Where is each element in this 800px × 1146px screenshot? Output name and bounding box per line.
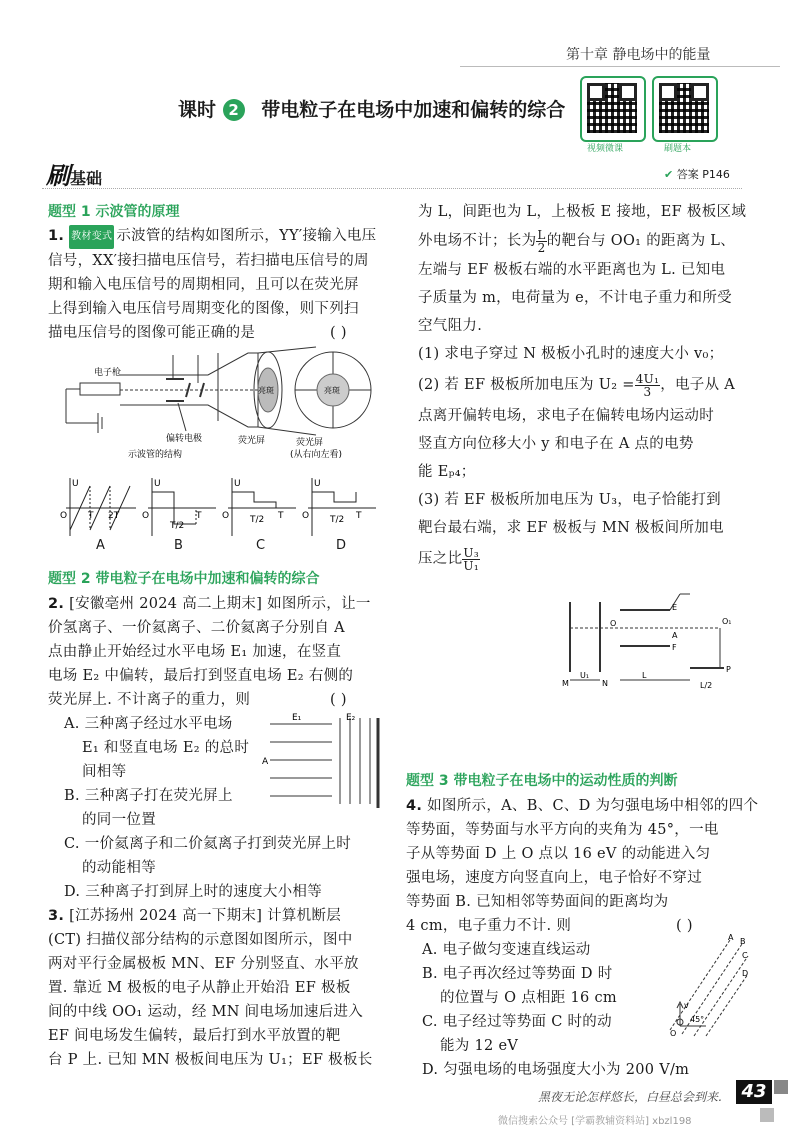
- q4-fig-v: v: [684, 1001, 689, 1010]
- q3-line-1: [48, 904, 388, 928]
- page-corner-blocks-2: [760, 1108, 774, 1122]
- q4-option-b-2: 的位置与 O 点相距 16 cm: [440, 990, 617, 1006]
- header-rule: [460, 66, 780, 67]
- svg-text:2T: 2T: [108, 511, 120, 521]
- q2-line-1: [48, 592, 388, 616]
- fig-label-screen: 荧光屏: [238, 436, 266, 446]
- q3-right-2b: 的靶台与 OO₁ 的距离为 L、: [546, 233, 736, 249]
- q1-bracket: ( ): [330, 325, 347, 341]
- q4-line-5: 等势面 B. 已知相邻等势面间的距离均为: [406, 894, 669, 910]
- q4-text-1: 如图所示，A、B、C、D 为匀强电场中相邻的四个: [427, 798, 759, 814]
- q3-right-5: 空气阻力.: [418, 318, 483, 334]
- q2-line-4: 电场 E₂ 中偏转，最后打到竖直电场 E₂ 右侧的: [48, 668, 354, 684]
- q3-fig-n: N: [602, 679, 608, 688]
- svg-text:T: T: [88, 511, 94, 521]
- q3-fig-o: O: [610, 619, 617, 628]
- svg-text:U: U: [154, 479, 161, 489]
- q2-option-b-1[interactable]: B. 三种离子打在荧光屏上: [64, 788, 233, 804]
- type1-heading: 题型 1 示波管的原理: [48, 204, 180, 220]
- frac-4u1-over-3: $\frac{\text{4U₁}}{3}$: [635, 371, 660, 399]
- q2-fig-a: A: [262, 757, 269, 767]
- q1-tag: 教材变式: [69, 225, 114, 249]
- question-3-right: [418, 198, 758, 576]
- q1-text-1: 示波管的结构如图所示，YY′接输入电压: [116, 228, 377, 244]
- q1-option-c[interactable]: C: [256, 538, 266, 553]
- q3-fig-m: M: [562, 679, 569, 688]
- q2-text-5: 荧光屏上. 不计离子的重力，则: [48, 692, 251, 708]
- question-1: [48, 224, 388, 345]
- svg-text:T: T: [356, 511, 362, 521]
- q4-line-2: 等势面，等势面与水平方向的夹角为 45°，一电: [406, 822, 719, 838]
- q2-option-d[interactable]: D. 三种离子打到屏上时的速度大小相等: [64, 884, 323, 900]
- q4-fig-angle: 45°: [690, 1015, 705, 1024]
- svg-text:O: O: [222, 511, 230, 521]
- fig-label-screen2: 荧光屏: [296, 438, 324, 448]
- q4-option-c-1[interactable]: C. 电子经过等势面 C 时的动: [422, 1014, 612, 1030]
- q3-line-2: (CT) 扫描仪部分结构的示意图如图所示，图中: [48, 932, 353, 948]
- q3-right-13: [418, 542, 758, 576]
- q2-fig-e1: E₁: [292, 713, 302, 723]
- q2-option-c-2: 的动能相等: [82, 860, 156, 876]
- q3-right-2a: 外电场不计；长为: [418, 233, 537, 249]
- q3-fig-l: L: [642, 671, 647, 680]
- q3-number: 3.: [48, 908, 65, 924]
- q4-option-d[interactable]: D. 匀强电场的电场强度大小为 200 V/m: [422, 1062, 690, 1078]
- q3-right-7b: ，电子从 A: [660, 377, 736, 393]
- qr-label-video: 视频微课: [587, 144, 624, 154]
- svg-text:T/2: T/2: [250, 515, 265, 525]
- section-title-small: 基础: [70, 169, 103, 188]
- fig-label-gun: 电子枪: [94, 368, 122, 378]
- q1-line-1: [48, 224, 388, 249]
- electron-gun: [80, 383, 120, 395]
- page-corner-blocks: [774, 1080, 788, 1094]
- q4-option-c-2: 能为 12 eV: [440, 1038, 519, 1054]
- q3-right-4: 子质量为 m，电荷量为 e，不计电子重力和所受: [418, 290, 732, 306]
- q3-right-9: 竖直方向位移大小 y 和电子在 A 点的电势: [418, 436, 694, 452]
- q2-field-figure: [262, 712, 388, 812]
- q2-option-b-2: 的同一位置: [82, 812, 156, 828]
- q3-right-7: [418, 368, 758, 402]
- q4-line-1: [406, 794, 759, 818]
- svg-text:O: O: [60, 511, 68, 521]
- q2-option-a-3: 间相等: [82, 764, 127, 780]
- q4-fig-c: C: [742, 951, 748, 960]
- fig-label-spot2: 亮斑: [324, 386, 340, 395]
- section-heading: [46, 156, 102, 191]
- question-3-left: [48, 904, 388, 1072]
- q2-option-c-1[interactable]: C. 一价氦离子和二价氦离子打到荧光屏上时: [64, 836, 352, 852]
- lesson-number-badge: 2: [223, 99, 245, 121]
- q4-equipotential-figure: [660, 930, 750, 1040]
- q3-fig-f: F: [672, 643, 677, 652]
- q1-option-b[interactable]: B: [174, 538, 183, 553]
- chapter-title: 第十章 静电场中的能量: [566, 47, 711, 63]
- svg-text:O: O: [142, 511, 150, 521]
- q3-line-3: 两对平行金属极板 MN、EF 分别竖直、水平放: [48, 956, 359, 972]
- q3-fig-e: E: [672, 603, 678, 612]
- q4-bracket: ( ): [676, 918, 693, 934]
- q3-right-11: (3) 若 EF 极板所加电压为 U₃，电子恰能打到: [418, 492, 721, 508]
- footer-watermark: 微信搜索公众号 [学霸教辅资料站] xbzl198: [498, 1116, 692, 1127]
- fig-label-struct: 示波管的结构: [128, 450, 183, 460]
- qr-code-video[interactable]: [580, 76, 646, 142]
- answer-ref-text: 答案 P146: [676, 168, 730, 181]
- fig-label-spot: 亮斑: [258, 386, 274, 395]
- type2-heading: 题型 2 带电粒子在电场中加速和偏转的综合: [48, 571, 320, 587]
- svg-text:T: T: [196, 511, 202, 521]
- q1-oscilloscope-figure: [58, 345, 388, 465]
- q4-option-b-1[interactable]: B. 电子再次经过等势面 D 时: [422, 966, 613, 982]
- q3-line-4: 置. 靠近 M 极板的电子从静止开始沿 EF 极板: [48, 980, 351, 996]
- page-number: 43: [736, 1080, 772, 1104]
- q2-text-1: [安徽亳州 2024 高二上期末] 如图所示，让一: [69, 596, 371, 612]
- q3-right-2: [418, 226, 758, 256]
- type3-heading: 题型 3 带电粒子在电场中的运动性质的判断: [406, 773, 678, 789]
- q1-number: 1.: [48, 228, 65, 244]
- q3-fig-l2: L/2: [700, 681, 713, 690]
- q1-line-3: 期和输入电压信号的周期相同，且可以在荧光屏: [48, 277, 359, 293]
- frac-l-over-2: $\frac{L}{2}$: [537, 227, 546, 255]
- q3-ct-figure: [560, 592, 740, 692]
- q2-number: 2.: [48, 596, 65, 612]
- lesson-prefix: 课时: [178, 99, 217, 121]
- answer-ref: [664, 166, 730, 182]
- q3-right-12: 靶台最右端，求 EF 极板与 MN 极板间所加电: [418, 520, 724, 536]
- q3-line-6: EF 间电场发生偏转，最后打到水平放置的靶: [48, 1028, 341, 1044]
- q2-fig-e2: E₂: [346, 713, 356, 723]
- q3-line-5: 间的中线 OO₁ 运动，经 MN 间电场加速后进入: [48, 1004, 364, 1020]
- footer-motto: 黑夜无论怎样悠长，白昼总会到来.: [538, 1090, 722, 1104]
- qr-label-practice: 刷题本: [664, 144, 692, 154]
- fig-label-plates: 偏转电极: [166, 434, 203, 444]
- q2-line-3: 点由静止开始经过水平电场 E₁ 加速，在竖直: [48, 644, 342, 660]
- q1-text-5: 描电压信号的图像可能正确的是: [48, 325, 256, 341]
- q2-option-a-1[interactable]: A. 三种离子经过水平电场: [64, 716, 233, 732]
- qr-code-practice[interactable]: [652, 76, 718, 142]
- q1-line-2: 信号，XX′接扫描电压信号，若扫描电压信号的周: [48, 253, 369, 269]
- q4-number: 4.: [406, 798, 423, 814]
- frac-u3-over-u1: $\frac{\text{U₃}}{\text{U₁}}$: [463, 545, 479, 573]
- q4-fig-b: B: [740, 937, 746, 946]
- q3-right-7a: (2) 若 EF 极板所加电压为 U₂ =: [418, 377, 635, 393]
- q3-fig-o1: O₁: [722, 617, 732, 626]
- question-2: [48, 592, 388, 712]
- section-rule: [42, 188, 742, 189]
- q3-fig-a: A: [672, 631, 678, 640]
- check-icon: ✔: [664, 168, 674, 181]
- q4-line-4: 强电场，速度方向竖直向上，电子恰好不穿过: [406, 870, 702, 886]
- q2-line-2: 价氢离子、一价氦离子、二价氦离子分别自 A: [48, 620, 345, 636]
- q4-line-3: 子从等势面 D 上 O 点以 16 eV 的动能进入匀: [406, 846, 711, 862]
- lesson-title: 带电粒子在电场中加速和偏转的综合: [261, 99, 566, 121]
- q3-right-10: 能 Eₚ₄；: [418, 464, 476, 480]
- q3-right-8: 点离开偏转电场，求电子在偏转电场内运动时: [418, 408, 714, 424]
- fig-label-view: (从右向左看): [290, 450, 343, 460]
- svg-text:O: O: [302, 511, 310, 521]
- q2-line-5: [48, 688, 388, 712]
- q2-option-a-2: E₁ 和竖直电场 E₂ 的总时: [82, 740, 250, 756]
- q3-text-1: [江苏扬州 2024 高一下期末] 计算机断层: [69, 908, 342, 924]
- lesson-heading: [178, 95, 565, 122]
- q3-right-3: 左端与 EF 极板右端的水平距离也为 L. 已知电: [418, 262, 726, 278]
- svg-text:T/2: T/2: [330, 515, 345, 525]
- q4-fig-a: A: [728, 933, 734, 942]
- svg-text:U: U: [314, 479, 321, 489]
- plates-pointer: [178, 403, 186, 431]
- q3-right-1: 为 L，间距也为 L，上极板 E 接地，EF 极板区域: [418, 204, 747, 220]
- q4-option-a[interactable]: A. 电子做匀变速直线运动: [422, 942, 591, 958]
- q4-fig-d: D: [742, 969, 749, 978]
- q4-text-6: 4 cm，电子重力不计. 则: [406, 918, 572, 934]
- q3-right-6: (1) 求电子穿过 N 极板小孔时的速度大小 v₀；: [418, 346, 724, 362]
- q1-option-d[interactable]: D: [336, 538, 347, 553]
- q3-fig-u1: U₁: [580, 671, 590, 680]
- svg-text:T: T: [278, 511, 284, 521]
- svg-text:T/2: T/2: [170, 521, 185, 531]
- section-title-big: 刷: [46, 162, 70, 190]
- q3-right-13a: 压之比: [418, 551, 463, 567]
- svg-text:U: U: [72, 479, 79, 489]
- q1-line-5: [48, 321, 388, 345]
- q4-fig-o: O: [670, 1029, 677, 1038]
- q3-line-7: 台 P 上. 已知 MN 极板间电压为 U₁；EF 极板长: [48, 1052, 373, 1068]
- q1-option-a[interactable]: A: [96, 538, 105, 553]
- q3-fig-p: P: [726, 665, 731, 674]
- q1-line-4: 上得到输入电压信号周期变化的图像，则下列扫: [48, 301, 359, 317]
- q2-bracket: ( ): [330, 692, 347, 708]
- svg-text:U: U: [234, 479, 241, 489]
